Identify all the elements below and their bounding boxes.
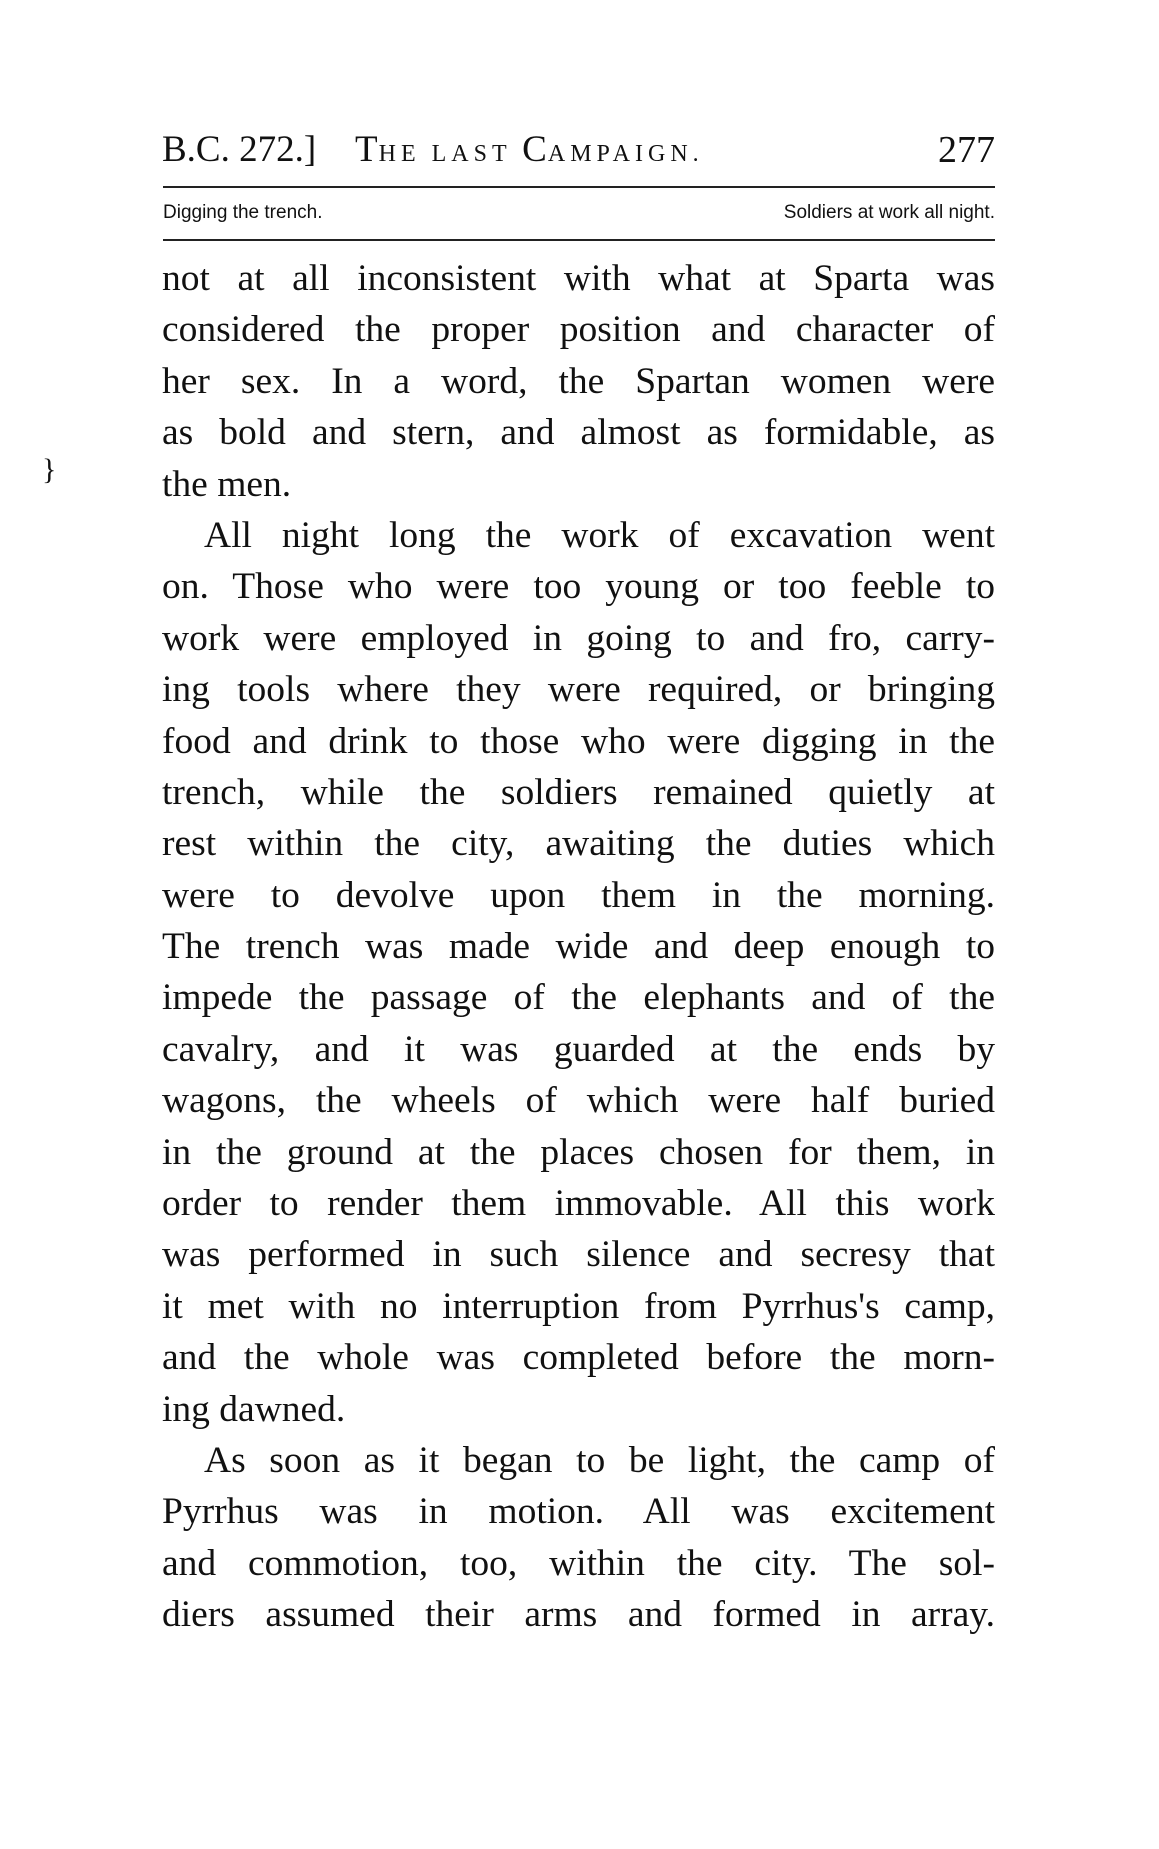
text-line: diers assumed their arms and formed in array. <box>162 1594 995 1636</box>
text-line: work were employed in going to and fro, carry- <box>162 617 995 659</box>
text-line: The trench was made wide and deep enough to <box>162 926 995 968</box>
text-line: order to render them immovable. All this work <box>162 1183 995 1225</box>
text-line: All night long the work of excavation went <box>204 514 995 556</box>
text-line: wagons, the wheels of which were half buried <box>162 1080 995 1122</box>
running-head-title-part: HE LAST <box>378 141 523 167</box>
margin-bracket-mark: } <box>42 453 57 486</box>
header-rule-top <box>163 186 995 188</box>
text-line: As soon as it began to be light, the camp of <box>204 1439 995 1481</box>
text-line: cavalry, and it was guarded at the ends by <box>162 1028 995 1070</box>
running-head-date: B.C. 272.] <box>162 129 317 170</box>
text-line: impede the passage of the elephants and of the <box>162 977 995 1019</box>
page-number: 277 <box>938 129 995 171</box>
text-line: the men. <box>162 463 292 505</box>
text-line: and commotion, too, within the city. The sol- <box>162 1542 995 1584</box>
text-line: her sex. In a word, the Spartan women were <box>162 360 995 402</box>
subheader-left-topic: Digging the trench. <box>163 202 323 223</box>
subheader <box>163 196 995 230</box>
text-line: Pyrrhus was in motion. All was excitement <box>162 1491 995 1533</box>
running-head-title <box>355 122 704 182</box>
text-line: trench, while the soldiers remained quietly at <box>162 771 995 813</box>
subheader-right-topic: Soldiers at work all night. <box>783 202 995 223</box>
header-rule-bottom <box>163 239 995 241</box>
running-head-title-part: C <box>522 129 548 170</box>
text-line: ing tools where they were required, or bringing <box>162 669 995 711</box>
text-line: food and drink to those who were digging in the <box>162 720 995 762</box>
text-line: ing dawned. <box>162 1388 346 1430</box>
text-line: and the whole was completed before the morn- <box>162 1337 995 1379</box>
text-line: considered the proper position and character of <box>162 309 995 351</box>
text-line: not at all inconsistent with what at Sparta was <box>162 258 995 299</box>
text-line: as bold and stern, and almost as formidable, as <box>162 412 995 454</box>
text-line: was performed in such silence and secresy that <box>162 1234 995 1276</box>
running-head-title-part: AMPAIGN. <box>547 141 704 167</box>
text-line: it met with no interruption from Pyrrhus's camp, <box>162 1285 995 1327</box>
text-line: on. Those who were too young or too feeble to <box>162 566 995 608</box>
body-text <box>162 253 995 1641</box>
text-line: were to devolve upon them in the morning. <box>162 874 995 916</box>
text-line: rest within the city, awaiting the duties which <box>162 823 995 865</box>
text-line: in the ground at the places chosen for them, in <box>162 1131 995 1173</box>
running-head <box>162 122 995 178</box>
running-head-title-part: T <box>355 129 379 170</box>
